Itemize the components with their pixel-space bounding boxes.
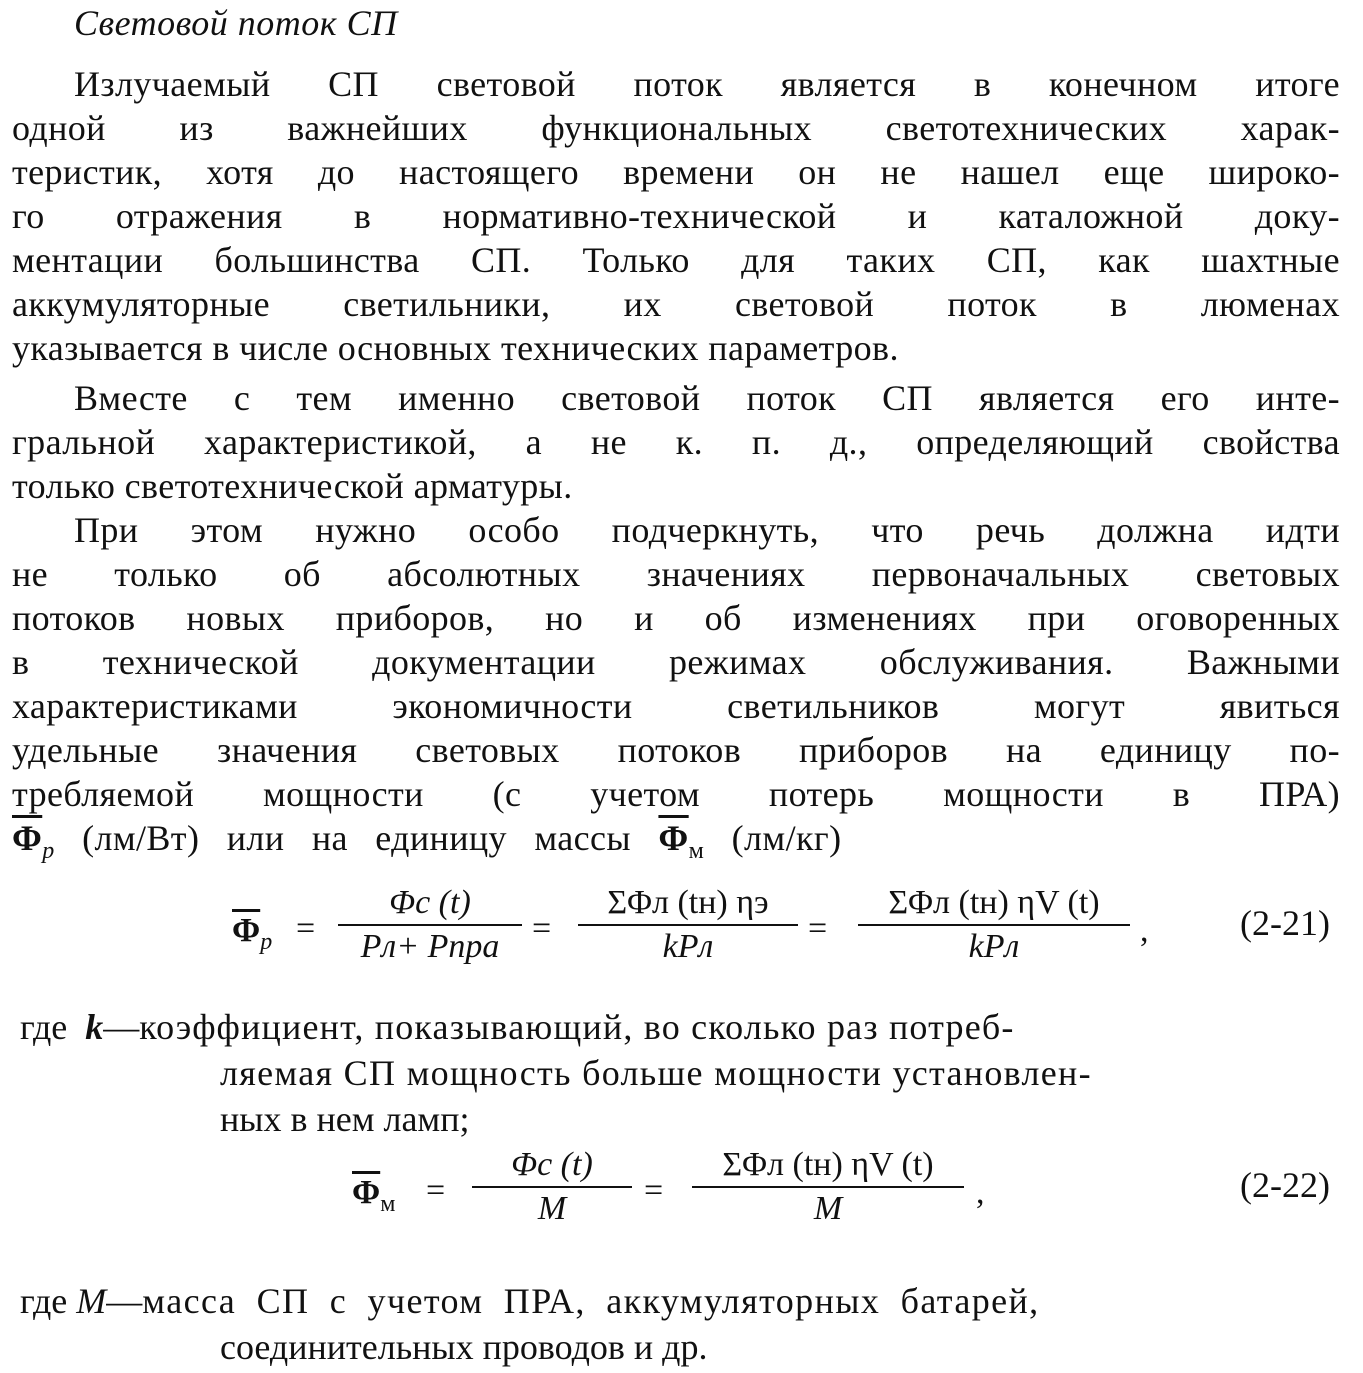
phi-m-symbol: $\overline{\Phi}$ [658, 818, 689, 858]
numerator: Φс (t) [338, 884, 522, 926]
numerator: ΣΦл (tн) ηV (t) [692, 1146, 964, 1188]
paragraph-1 [12, 62, 1340, 370]
text-line: ментации большинства СП. Только для таких СП, как шахтные [12, 240, 1340, 280]
eq-sign: = [296, 910, 316, 947]
text-line: требляемой мощности (с учетом потерь мощности в ПРА) [12, 774, 1340, 814]
fraction-1 [338, 884, 522, 966]
paragraph-2 [12, 376, 1340, 508]
symbol-k: k [85, 1007, 104, 1047]
phi-m-subscript: м [688, 838, 705, 864]
eq-comma: , [1140, 912, 1149, 949]
eq-sign: = [808, 910, 828, 947]
definition-text: масса СП с учетом ПРА, аккумуляторных батарей, [142, 1281, 1040, 1321]
definition-text: ляемая СП мощность больше мощности установлен- [220, 1053, 1092, 1093]
lhs-subscript: p [260, 929, 273, 955]
text-line: Излучаемый СП световой поток является в конечном итоге [74, 64, 1340, 104]
fraction-3 [858, 884, 1130, 966]
denominator: M [813, 1190, 843, 1227]
eq-lhs [352, 1174, 395, 1218]
text-line: указывается в числе основных технических параметров. [12, 328, 899, 368]
text-line-with-symbols [12, 816, 1340, 873]
numerator: Φс (t) [472, 1146, 632, 1188]
unit-text: (лм/кг) [731, 818, 842, 858]
numerator: ΣΦл (tн) ηV (t) [858, 884, 1130, 926]
definition-first-line [20, 1278, 1340, 1324]
dash: — [106, 1281, 143, 1321]
paragraph-3 [12, 508, 1340, 873]
eq-lhs [232, 912, 272, 956]
phi-symbol: $\overline{\Phi}$ [232, 912, 261, 949]
where-k-definition [20, 1004, 1340, 1142]
lhs-subscript: м [380, 1191, 396, 1217]
where-m-definition [20, 1278, 1340, 1370]
denominator: kPл [662, 928, 714, 965]
text-line: теристик, хотя до настоящего времени он не нашел еще широко- [12, 152, 1340, 192]
phi-p-subscript: p [42, 838, 55, 864]
phi-symbol: $\overline{\Phi}$ [352, 1174, 381, 1211]
unit-text: (лм/Вт) или на единицу массы [82, 818, 632, 858]
text-line: аккумуляторные светильники, их световой поток в люменах [12, 284, 1340, 324]
denominator: M [537, 1190, 567, 1227]
text-line: При этом нужно особо подчеркнуть, что речь должна идти [74, 510, 1340, 550]
text-line: удельные значения световых потоков приборов на единицу по- [12, 730, 1340, 770]
definition-text: соединительных проводов и др. [220, 1327, 708, 1367]
where-word: где [20, 1281, 68, 1321]
numerator: ΣΦл (tн) ηэ [578, 884, 798, 926]
eq-sign: = [644, 1172, 664, 1209]
denominator: Pл+ Pпра [360, 928, 500, 965]
text-line: Вместе с тем именно световой поток СП является его инте- [74, 378, 1340, 418]
fraction-1 [472, 1146, 632, 1228]
eq-comma: , [976, 1174, 985, 1211]
definition-text: коэффициент, показывающий, во сколько раз потреб- [139, 1007, 1015, 1047]
where-word: где [20, 1007, 68, 1047]
phi-p-symbol: $\overline{\Phi}$ [12, 818, 43, 858]
definition-text: ных в нем ламп; [220, 1099, 470, 1139]
text-line: не только об абсолютных значениях первоначальных световых [12, 554, 1340, 594]
text-line: одной из важнейших функциональных светотехнических харак- [12, 108, 1340, 148]
text-line: только светотехнической арматуры. [12, 466, 573, 506]
text-line: го отражения в нормативно-технической и каталожной доку- [12, 196, 1340, 236]
definition-first-line [20, 1004, 1340, 1050]
equation-number: (2-22) [1240, 1165, 1330, 1205]
fraction-2 [692, 1146, 964, 1228]
text-line: характеристиками экономичности светильников могут явиться [12, 686, 1340, 726]
denominator: kPл [968, 928, 1020, 965]
text-line: потоков новых приборов, но и об изменениях при оговоренных [12, 598, 1340, 638]
section-heading: Световой поток СП [74, 3, 398, 43]
symbol-m: M [76, 1281, 107, 1321]
eq-sign: = [426, 1172, 446, 1209]
equation-number: (2-21) [1240, 903, 1330, 943]
text-line: гральной характеристикой, а не к. п. д., определяющий свойства [12, 422, 1340, 462]
eq-sign: = [532, 910, 552, 947]
dash: — [103, 1007, 140, 1047]
fraction-2 [578, 884, 798, 966]
text-line: в технической документации режимах обслуживания. Важными [12, 642, 1340, 682]
